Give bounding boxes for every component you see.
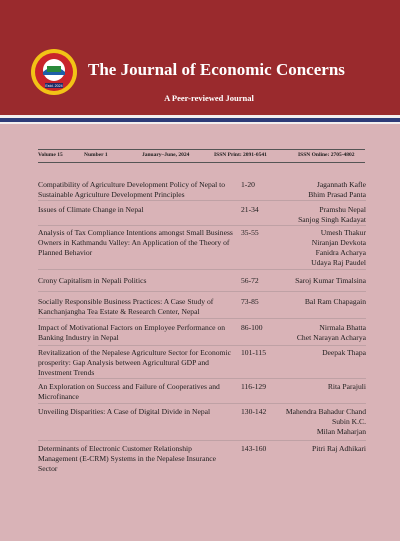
divider	[38, 345, 366, 346]
author-name: Rita Parajuli	[327, 382, 366, 391]
author-name: Sanjog Singh Kadayat	[298, 215, 366, 225]
article-authors	[276, 180, 366, 200]
number-label: Number 1	[84, 152, 108, 158]
issue-date: January–June, 2024	[142, 152, 190, 158]
volume-label: Volume 15	[38, 152, 63, 158]
header-divider	[0, 122, 400, 124]
author-name: Milan Maharjan	[316, 427, 366, 437]
article-title: Analysis of Tax Compliance Intentions amongst Small Business Owners in Kathmandu Valley: An Application of the Theory of Planned Behavior	[38, 228, 233, 258]
article-title: An Exploration on Success and Failure of Cooperatives and Microfinance	[38, 382, 220, 402]
article-pages: 56-72	[241, 276, 259, 285]
article-authors	[276, 444, 366, 454]
issue-info-bar	[38, 149, 365, 163]
article-pages: 101-115	[241, 348, 267, 357]
article-title: Impact of Motivational Factors on Employee Performance on Banking Industry in Nepal	[38, 323, 226, 343]
divider	[38, 291, 366, 292]
author-name: Umesh Thakur	[320, 228, 366, 237]
article-title: Socially Responsible Business Practices: A Case Study of Kanchanjangha Tea Estate & Research Center, Nepal	[38, 297, 214, 317]
article-title: Crony Capitalism in Nepali Politics	[38, 276, 147, 285]
author-name: Niranjan Devkota	[311, 238, 366, 248]
article-authors	[276, 348, 366, 358]
article-title: Revitalization of the Nepalese Agriculture Sector for Economic prosperity: Gap Analysis between Agricultural GDP and Investment Trends	[38, 348, 231, 378]
author-name: Bhim Prasad Panta	[308, 190, 366, 200]
article-authors	[276, 205, 366, 225]
article-authors	[276, 382, 366, 392]
article-authors	[276, 297, 366, 307]
journal-logo	[30, 48, 78, 96]
article-pages: 73-85	[241, 297, 259, 306]
author-name: Bal Ram Chapagain	[304, 297, 366, 306]
article-authors	[276, 228, 366, 268]
author-name: Udaya Raj Paudel	[311, 258, 366, 268]
article-authors	[276, 276, 366, 286]
article-pages: 21-34	[241, 205, 259, 214]
article-title: Determinants of Electronic Customer Relationship Management (E-CRM) Systems in the Nepalese Insurance Sector	[38, 444, 216, 474]
article-pages: 143-160	[241, 444, 267, 453]
author-name: Subin K.C.	[332, 417, 366, 427]
logo-text: Estd. 2024	[45, 84, 63, 89]
divider	[38, 378, 366, 379]
author-name: Mahendra Bahadur Chand	[285, 407, 366, 416]
journal-subtitle: A Peer-reviewed Journal	[164, 93, 254, 103]
author-name: Jagannath Kafle	[316, 180, 366, 189]
article-title: Issues of Climate Change in Nepal	[38, 205, 144, 214]
article-title: Compatibility of Agriculture Development Policy of Nepal to Sustainable Agriculture Development Principles	[38, 180, 226, 200]
divider	[38, 200, 366, 201]
issn-print: ISSN Print: 2091-0541	[214, 152, 267, 158]
article-authors	[276, 407, 366, 437]
article-pages: 86-100	[241, 323, 263, 332]
article-title: Unveiling Disparities: A Case of Digital Divide in Nepal	[38, 407, 211, 416]
author-name: Pramshu Nepal	[319, 205, 366, 214]
issn-online: ISSN Online: 2705-4802	[298, 152, 355, 158]
divider	[38, 440, 366, 441]
article-pages: 1-20	[241, 180, 255, 189]
article-pages: 116-129	[241, 382, 267, 391]
author-name: Fanidra Acharya	[315, 248, 366, 258]
author-name: Saroj Kumar Timalsina	[295, 276, 366, 285]
author-name: Deepak Thapa	[322, 348, 366, 357]
author-name: Chet Narayan Acharya	[296, 333, 366, 343]
divider	[38, 225, 366, 226]
journal-title: The Journal of Economic Concerns	[88, 60, 345, 79]
article-pages: 130-142	[241, 407, 267, 416]
article-pages: 35-55	[241, 228, 259, 237]
article-authors	[276, 323, 366, 343]
author-name: Nirmala Bhatta	[319, 323, 366, 332]
divider	[38, 318, 366, 319]
divider	[38, 403, 366, 404]
author-name: Pitri Raj Adhikari	[312, 444, 366, 453]
divider	[38, 269, 366, 270]
